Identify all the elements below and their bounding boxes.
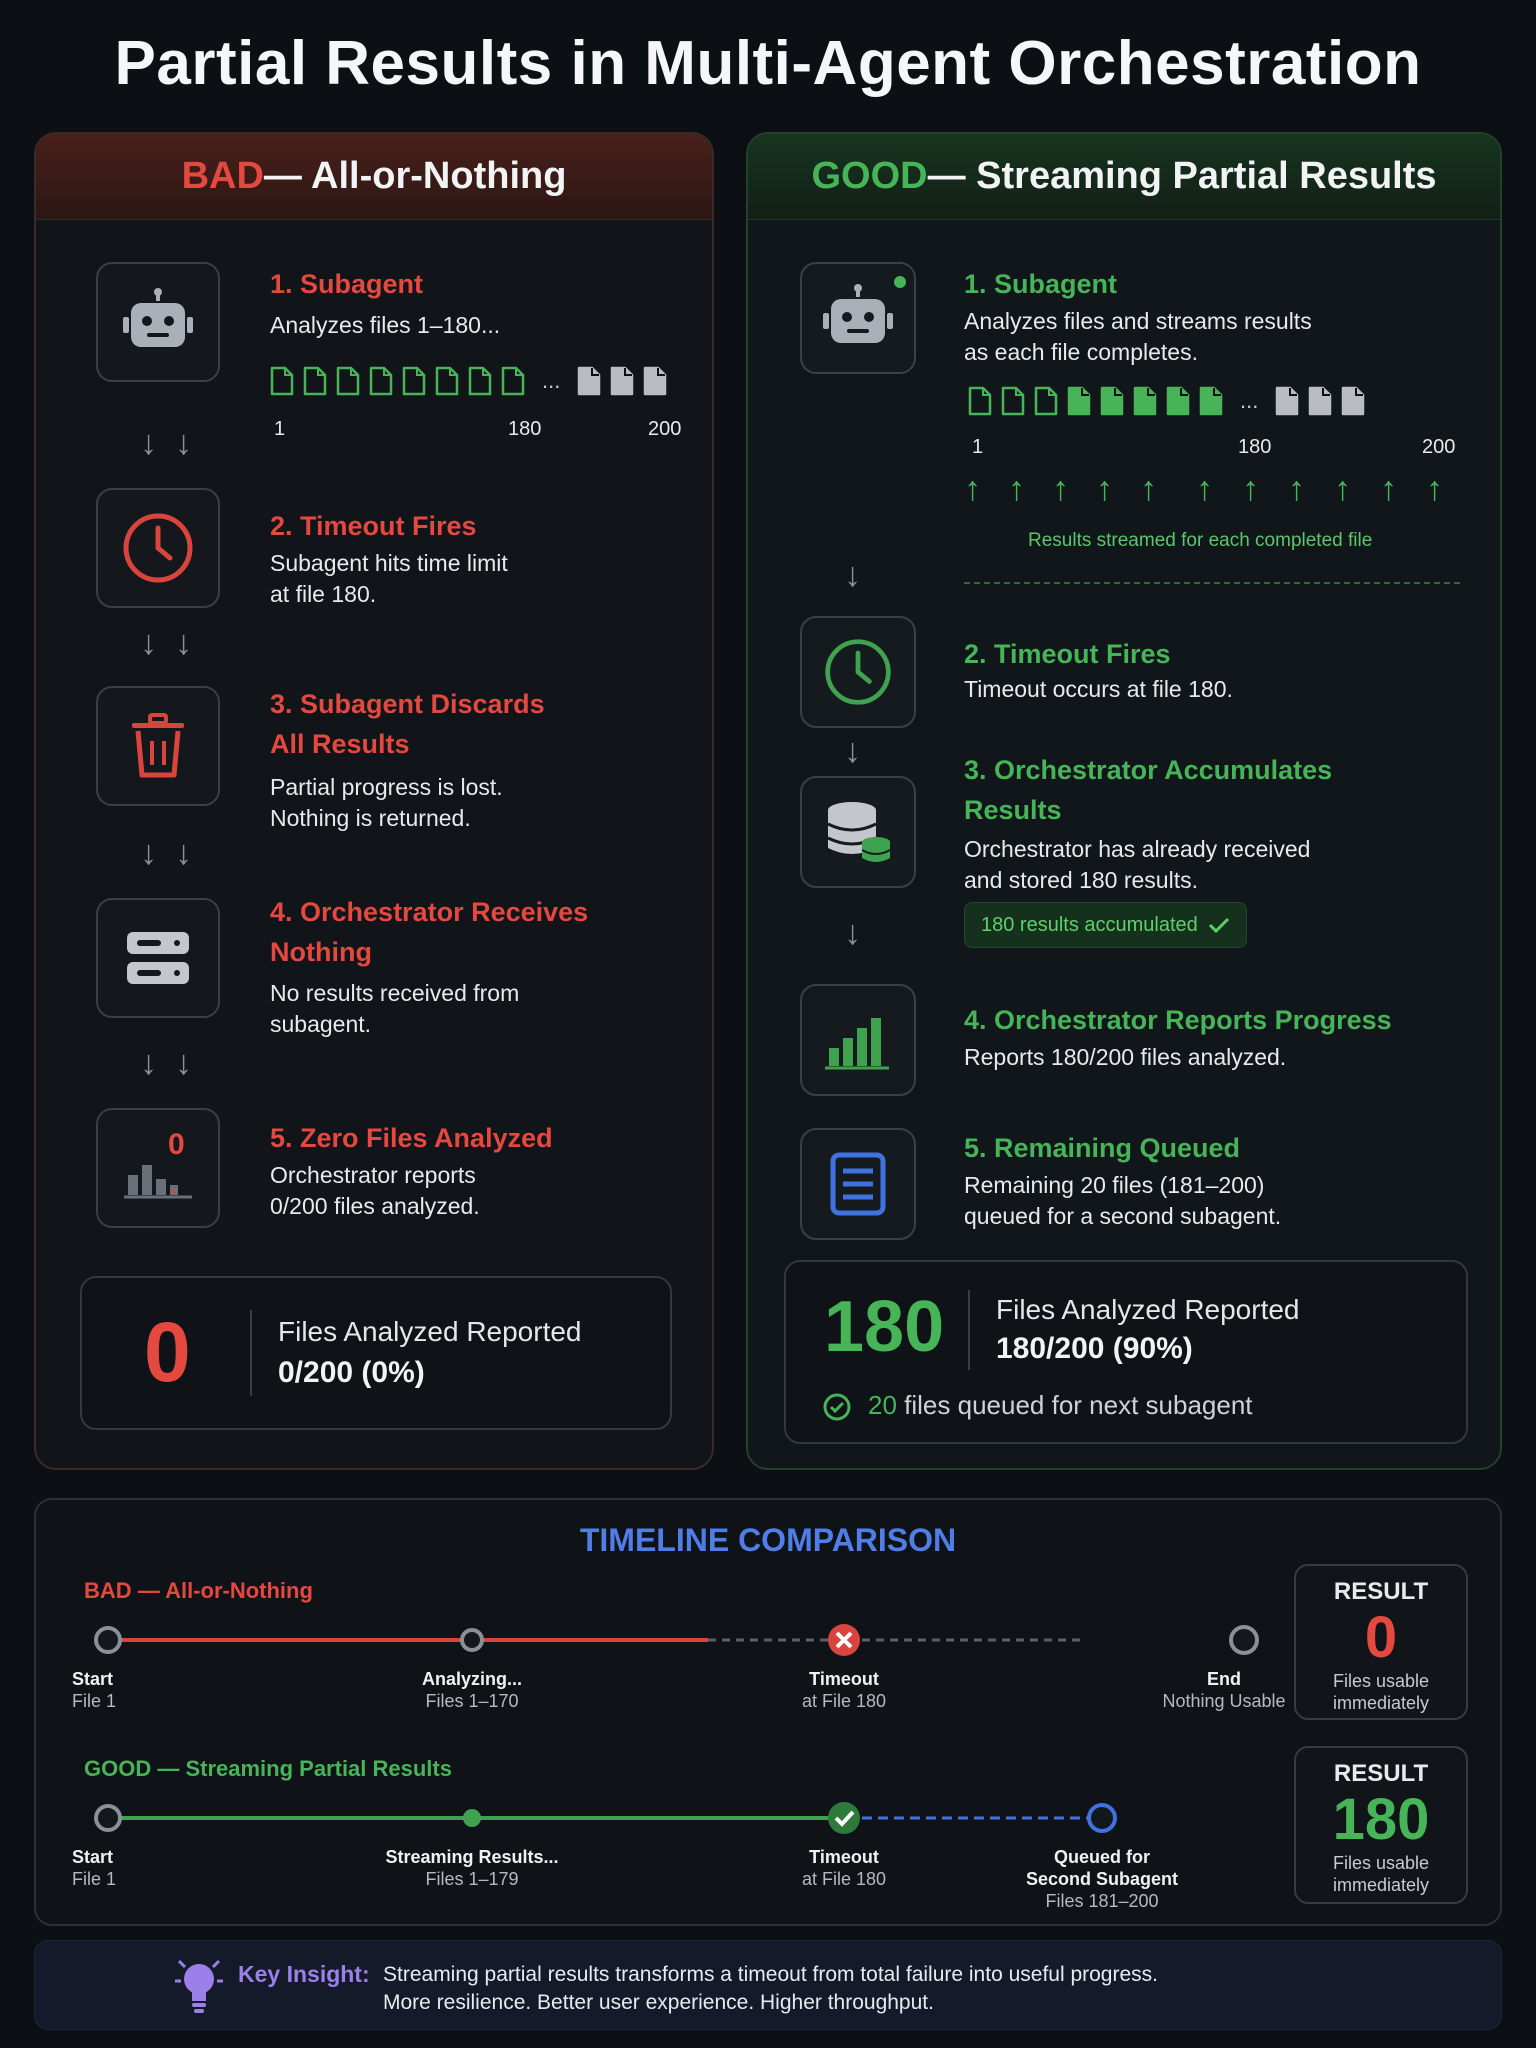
timeline-good-mid [463,1809,481,1827]
bad-panel-header [36,134,712,220]
up-arrow-icon: ↑ [1288,470,1305,508]
bad-step3-desc1: Partial progress is lost. [270,774,503,800]
bad-header-text: — All-or-Nothing [263,155,567,197]
timeline-good-label: GOOD — Streaming Partial Results [84,1756,452,1781]
database-icon-box [800,776,916,888]
bad-step3-desc2: Nothing is returned. [270,805,471,831]
good-file-label-start: 1 [972,436,984,458]
tl-good-p3-bottom: Files 181–200 [1045,1891,1159,1911]
bad-step2-title: 2. Timeout Fires [270,511,477,541]
bad-step4-title2: Nothing [270,937,372,967]
good-file-label-mid: 180 [1238,436,1272,458]
file-icon [1034,386,1058,416]
lightbulb-icon [173,1955,225,2017]
good-panel [746,132,1502,1470]
good-file-label-end: 200 [1422,436,1456,458]
good-step3-title2: Results [964,795,1062,825]
tl-good-p0-bottom: File 1 [72,1869,117,1889]
up-arrow-icon: ↑ [1052,470,1069,508]
bad-result-sub2: immediately [1332,1693,1430,1713]
good-step3-desc2: and stored 180 results. [964,867,1198,893]
bad-step4-title1: 4. Orchestrator Receives [270,897,589,927]
tl-bad-p0-top: Start [72,1669,114,1689]
clock-icon-box [96,488,220,608]
ellipsis: ... [542,368,561,393]
bad-step3-title1: 3. Subagent Discards [270,689,545,719]
file-icon [577,366,601,396]
dashed-divider [964,582,1460,584]
clock-icon [120,510,196,586]
bar-chart-icon-box [800,984,916,1096]
accumulated-badge-text: 180 results accumulated [981,913,1198,936]
tl-good-p0 [72,1846,132,1890]
tl-good-p2 [784,1846,904,1890]
timeline-good-start [96,1806,120,1830]
timeline-panel [34,1498,1502,1926]
down-arrows: ↓↓ [140,424,210,462]
good-step5-desc1: Remaining 20 files (181–200) [964,1172,1265,1198]
good-step5-title: 5. Remaining Queued [964,1133,1241,1163]
good-result-box [1294,1746,1468,1904]
file-icon [1133,386,1157,416]
tl-good-p0-top: Start [72,1847,114,1867]
file-icon [1100,386,1124,416]
good-summary-label: Files Analyzed Reported [996,1294,1300,1325]
file-icon [968,386,992,416]
timeline-bad-track [66,1620,1296,1700]
file-icon [336,366,360,396]
bar-chart-icon [118,1131,198,1205]
bad-result-box [1294,1564,1468,1720]
down-arrows: ↓↓ [140,834,210,872]
bad-step2-desc2: at file 180. [270,581,377,607]
status-dot [894,276,906,288]
key-insight-text [383,1961,1158,2017]
file-icon [643,366,667,396]
good-tag: GOOD [811,155,928,197]
zero-badge: 0 [168,1128,185,1161]
summary-divider [968,1290,970,1370]
page-title: Partial Results in Multi-Agent Orchestration [114,29,1422,98]
key-insight-label: Key Insight: [238,1961,370,1987]
down-arrows: ↓↓ [140,624,210,662]
tl-bad-p0 [72,1668,132,1712]
queued-count: 20 [868,1390,897,1420]
bad-step5-desc2: 0/200 files analyzed. [270,1193,480,1219]
check-circle-icon [822,1392,852,1422]
good-panel-header [748,134,1500,220]
robot-icon [819,283,897,353]
bad-result-title: RESULT [1333,1578,1429,1605]
robot-icon [119,287,197,357]
bad-summary-label: Files Analyzed Reported [278,1316,582,1347]
good-file-row [968,386,1365,416]
up-arrow-icon: ↑ [1140,470,1157,508]
file-icon [402,366,426,396]
bad-result-value: 0 [1364,1605,1398,1670]
bad-file-label-end: 200 [648,418,682,440]
good-step4-desc: Reports 180/200 files analyzed. [964,1044,1287,1070]
key-insight-line2: More resilience. Better user experience. Higher throughput. [383,1991,934,2014]
good-step1-desc2: as each file completes. [964,339,1198,365]
up-arrow-icon: ↑ [1008,470,1025,508]
timeline-bad-mid [462,1630,482,1650]
good-result-title: RESULT [1333,1760,1429,1787]
tl-bad-p0-bottom: File 1 [72,1691,117,1711]
file-icon [468,366,492,396]
tl-good-p3-top: Queued for [1053,1847,1150,1867]
clock-icon-box [800,616,916,728]
bad-result-sub1: Files usable [1332,1671,1430,1691]
bad-summary-value: 0/200 (0%) [278,1356,425,1389]
good-step1-title: 1. Subagent [964,269,1118,299]
database-icon [822,796,894,868]
bad-step4-desc1: No results received from [270,980,520,1006]
tl-good-p1-top: Streaming Results... [385,1847,559,1867]
good-step2-desc: Timeout occurs at file 180. [964,676,1233,702]
file-icon [610,366,634,396]
tl-bad-p3 [1144,1668,1304,1712]
bad-step5-desc1: Orchestrator reports [270,1162,476,1188]
up-arrow-icon: ↑ [1334,470,1351,508]
bad-step2-desc1: Subagent hits time limit [270,550,508,576]
file-icon [1001,386,1025,416]
good-step1-desc1: Analyzes files and streams results [964,308,1312,334]
clock-icon [822,636,894,708]
good-header-text: — Streaming Partial Results [927,155,1437,197]
key-insight-line1: Streaming partial results transforms a timeout from total failure into useful progress. [383,1963,1158,1986]
tl-bad-p3-bottom: Nothing Usable [1162,1691,1286,1711]
ellipsis: ... [1240,388,1259,413]
tl-bad-p2 [784,1668,904,1712]
tl-good-p3 [1012,1846,1192,1912]
good-step3-title1: 3. Orchestrator Accumulates [964,755,1333,785]
tl-bad-p2-bottom: at File 180 [801,1691,887,1711]
queued-note [868,1390,1253,1421]
up-arrow-icon: ↑ [1196,470,1213,508]
file-icon [1275,386,1299,416]
file-icon [1199,386,1223,416]
down-arrows: ↓↓ [140,1044,210,1082]
robot-icon-box [96,262,220,382]
file-icon [1067,386,1091,416]
tl-good-p2-bottom: at File 180 [801,1869,887,1889]
file-icon [1308,386,1332,416]
bad-tag: BAD [181,155,264,197]
good-step5-desc2: queued for a second subagent. [964,1203,1282,1229]
good-result-value: 180 [1332,1787,1430,1852]
tl-good-p1-bottom: Files 1–179 [425,1869,519,1889]
good-step2-title: 2. Timeout Fires [964,639,1171,669]
bar-chart-icon [823,1008,893,1072]
key-insight-banner [34,1940,1502,2030]
timeline-bad-label: BAD — All-or-Nothing [84,1578,313,1603]
bad-step1-desc: Analyzes files 1–180... [270,312,501,338]
robot-icon-box [800,262,916,374]
tl-bad-p3-top: End [1207,1669,1241,1689]
bad-summary-number: 0 [144,1305,191,1399]
up-arrow-icon: ↑ [1426,470,1443,508]
file-icon [303,366,327,396]
file-icon [270,366,294,396]
bad-step4-desc2: subagent. [270,1011,372,1037]
timeline-bad-end [1231,1627,1257,1653]
queued-text: files queued for next subagent [896,1390,1253,1420]
summary-divider [250,1310,252,1396]
tl-good-p2-top: Timeout [809,1847,879,1867]
trash-icon [126,711,190,781]
tl-bad-p1-top: Analyzing... [421,1669,522,1689]
timeline-good-queued [1089,1805,1115,1831]
accumulated-badge [964,902,1247,948]
file-icon [1166,386,1190,416]
tl-good-p1 [382,1846,562,1890]
trash-icon-box [96,686,220,806]
up-arrow-icon: ↑ [1096,470,1113,508]
bad-panel [34,132,714,1470]
bad-step3-title2: All Results [270,729,410,759]
up-arrow-icon: ↑ [964,470,981,508]
good-result-sub2: immediately [1332,1875,1430,1895]
file-icon [369,366,393,396]
good-result-sub1: Files usable [1332,1853,1430,1873]
check-icon [1208,916,1230,934]
down-arrow: ↓ [844,732,879,770]
down-arrow: ↓ [844,914,879,952]
good-summary-number: 180 [824,1287,945,1367]
file-icon [1341,386,1365,416]
bad-file-row [270,366,667,396]
up-arrow-icon: ↑ [1380,470,1397,508]
bad-file-label-mid: 180 [508,418,542,440]
tl-bad-p1-bottom: Files 1–170 [425,1691,519,1711]
file-icon [501,366,525,396]
file-icon [435,366,459,396]
bad-step1-title: 1. Subagent [270,269,424,299]
timeline-bad-start [96,1628,120,1652]
bad-summary [80,1276,672,1430]
tl-good-p3-middle: Second Subagent [1025,1869,1178,1889]
up-arrow-icon: ↑ [1242,470,1259,508]
list-icon-box [800,1128,916,1240]
list-icon [827,1151,889,1217]
tl-bad-p2-top: Timeout [809,1669,879,1689]
bad-file-label-start: 1 [274,418,286,440]
good-summary [784,1260,1468,1444]
server-icon-box [96,898,220,1018]
down-arrow: ↓ [844,556,879,594]
bad-step5-title: 5. Zero Files Analyzed [270,1123,553,1153]
server-icon [123,926,193,990]
streamed-caption: Results streamed for each completed file [1028,530,1373,551]
good-summary-value: 180/200 (90%) [996,1332,1193,1365]
tl-bad-p1 [402,1668,542,1712]
timeline-good-timeout [828,1802,860,1834]
good-step4-title: 4. Orchestrator Reports Progress [964,1005,1392,1035]
timeline-title: TIMELINE COMPARISON [579,1522,957,1558]
good-step3-desc1: Orchestrator has already received [964,836,1311,862]
bar-chart-icon-box [96,1108,220,1228]
